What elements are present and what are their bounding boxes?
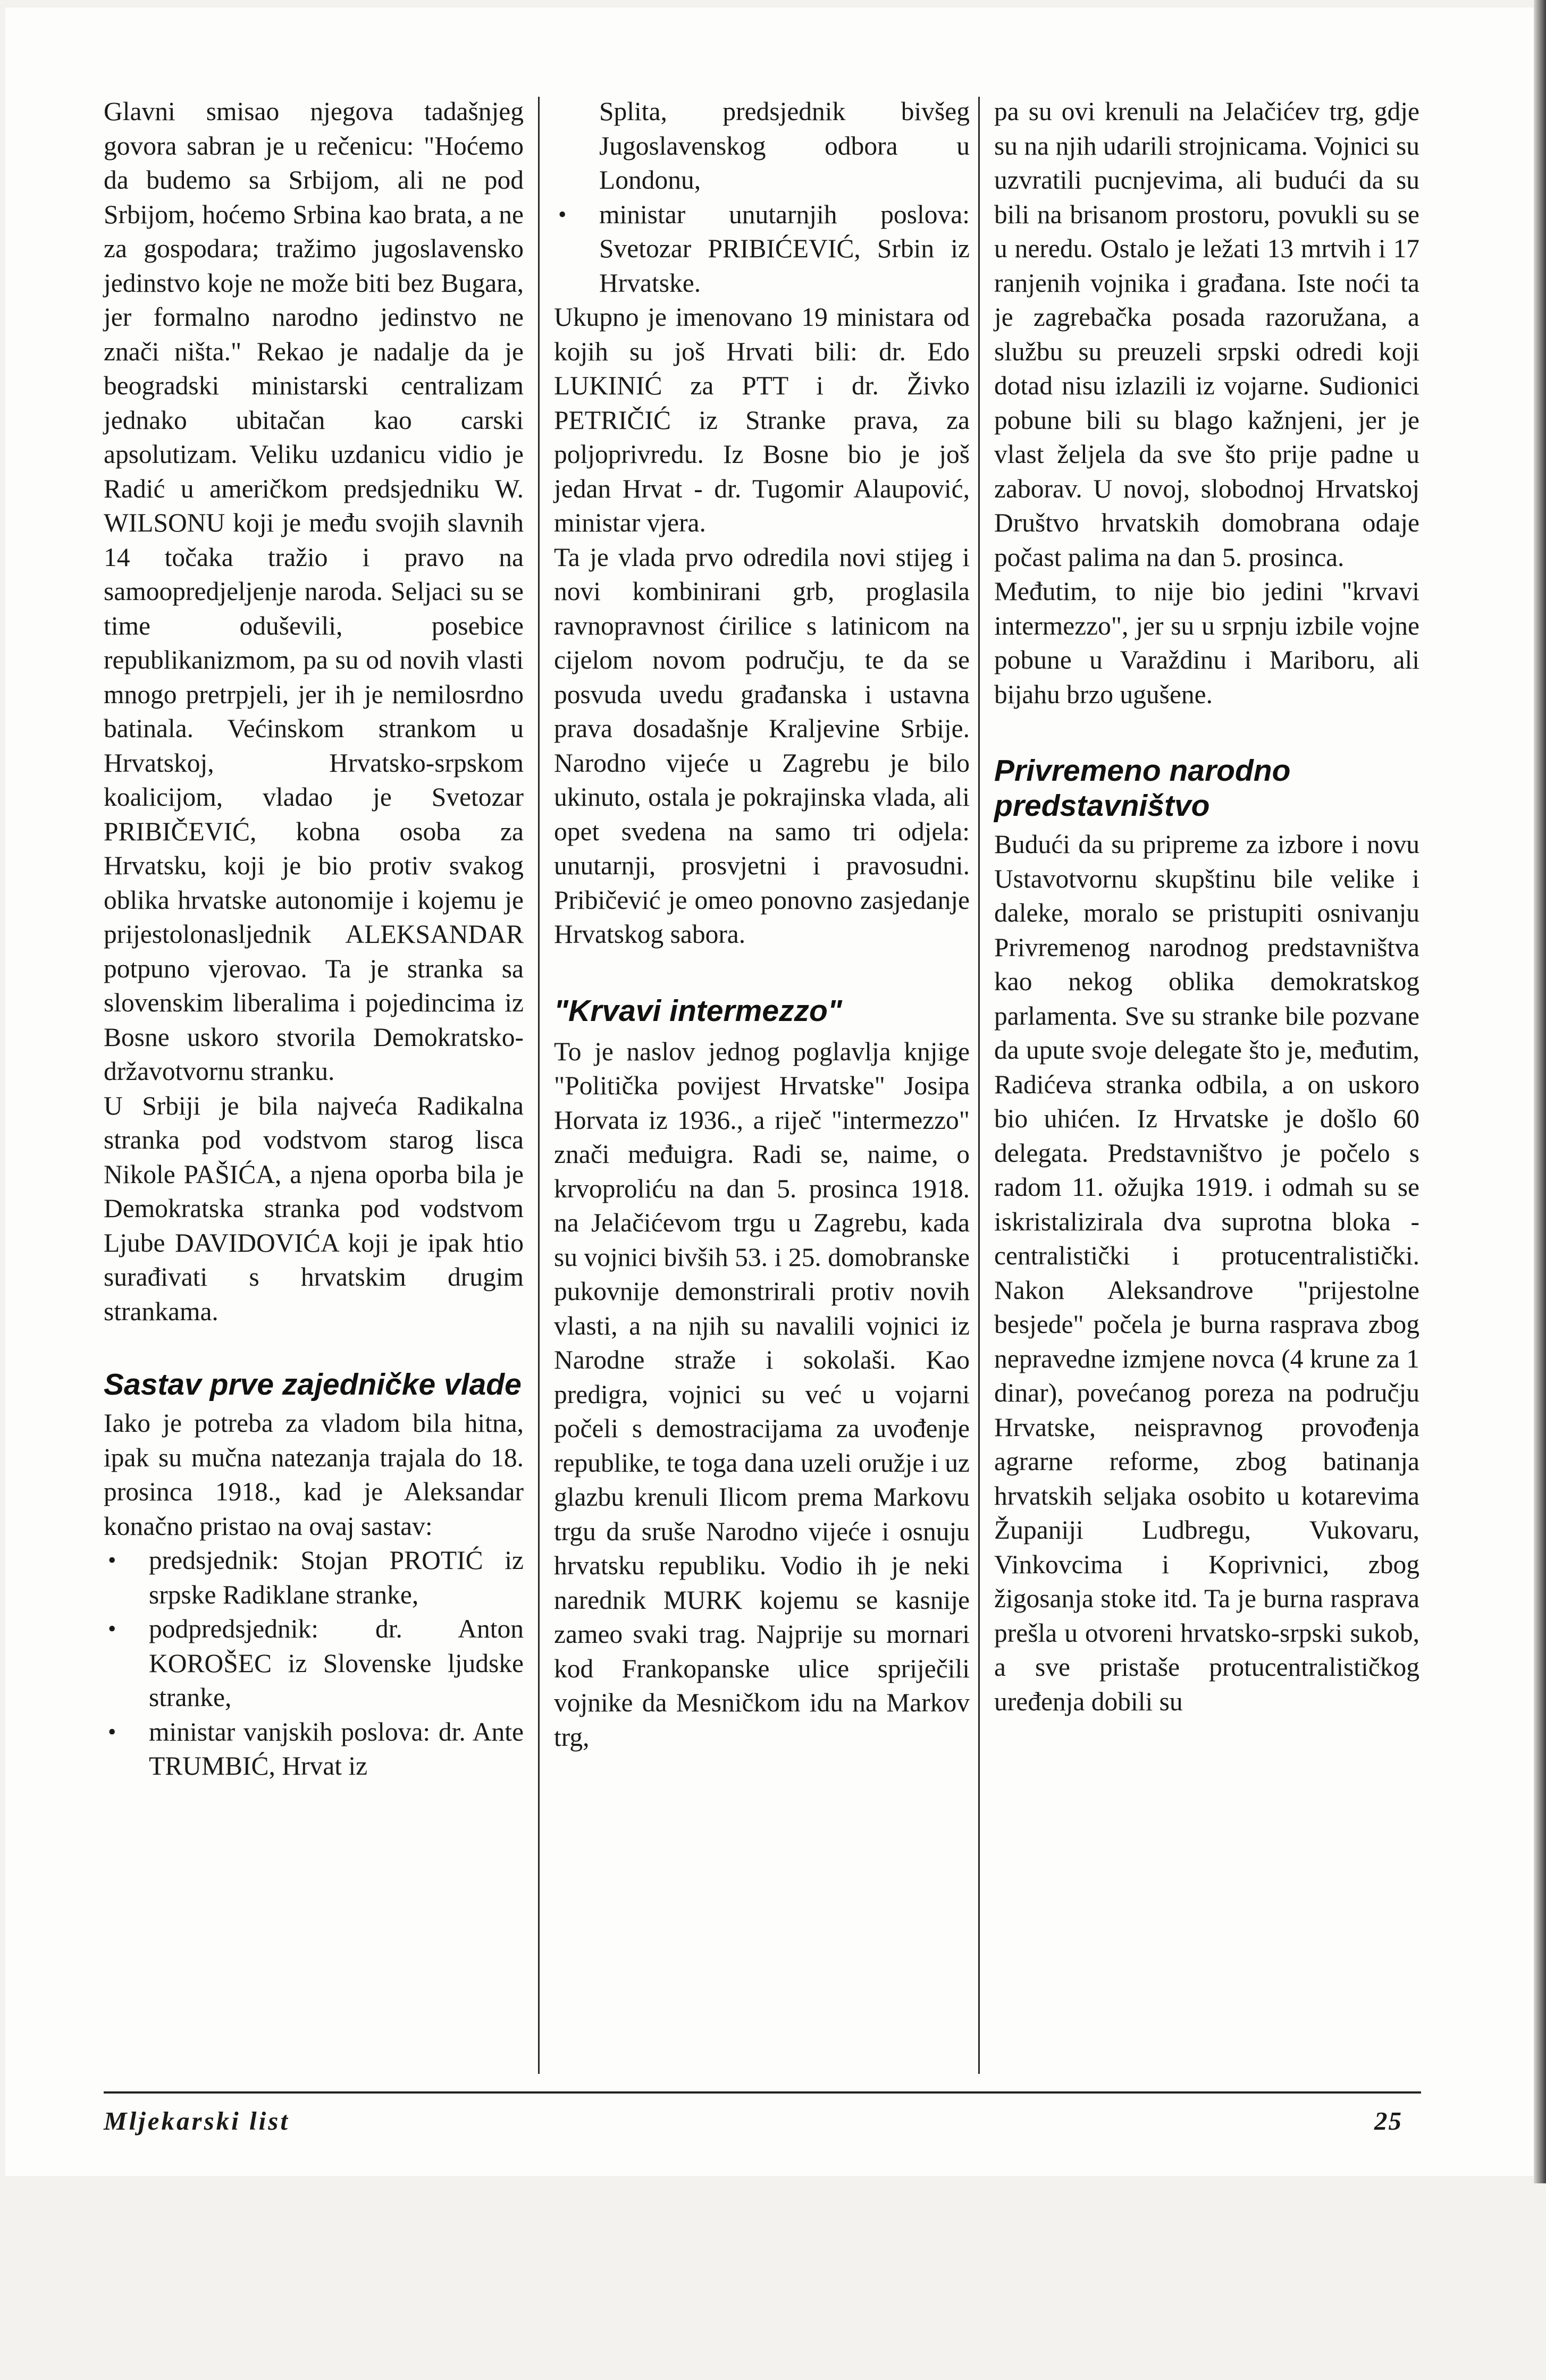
minister-list bbox=[554, 198, 970, 301]
paragraph: Splita, predsjednik bivšeg Jugoslavenskog odbora u Londonu, bbox=[599, 97, 970, 195]
minister-list bbox=[104, 1543, 524, 1784]
footer-rule bbox=[104, 2091, 1421, 2094]
footer-publication-title: Mljekarski list bbox=[104, 2106, 290, 2136]
list-item: • ministar unutarnjih poslova: Svetozar PRIBIĆEVIĆ, Srbin iz Hrvatske. bbox=[554, 198, 970, 301]
list-item: • podpredsjednik: dr. Anton KOROŠEC iz Slovenske ljudske stranke, bbox=[104, 1612, 524, 1715]
column-1 bbox=[104, 95, 524, 2380]
list-item: • ministar vanjskih poslova: dr. Ante TRUMBIĆ, Hrvat iz bbox=[104, 1715, 524, 1784]
paragraph: Ta je vlada prvo odredila novi stijeg i novi kombinirani grb, proglasila ravnopravnost ćirilice s latinicom na cijelom novom području, te da se posvuda uvedu građanska i ustavna prava dosadašnje Kraljevine Srbije. Narodno vijeće u Zagrebu je bilo ukinuto, ostala je pokrajinska vlada, ali opet svedena na samo tri odjela: unutarnji, prosvjetni i pravosudni. Pribičević je omeo ponovno zasjedanje Hrvatskog sabora. bbox=[554, 542, 970, 949]
paragraph: To je naslov jednog poglavlja knjige "Politička povijest Hrvatske" Josipa Horvata iz 1936., a riječ "intermezzo" znači međuigra. Radi se, naime, o krvoproliću na dan 5. prosinca 1918. na Jelačićevom trgu u Zagrebu, kada su vojnici bivših 53. i 25. domobranske pukovnije demonstrirali protiv novih vlasti, a na njih su navalili vojnici iz Narodne straže i sokolaši. Kao predigra, vojnici su već u vojarni počeli s demostracijama za uvođenje republike, te toga dana uzeli oružje i uz glazbu krenuli Ilicom prema Markovu trgu da sruše Narodno vijeće i osnuju hrvatsku republiku. Vodio ih je neki narednik MURK kojemu se kasnije zameo svaki trag. Najprije su mornari kod Frankopanske ulice spriječili vojnike da Mesničkom idu na Markov trg, bbox=[554, 1036, 970, 1752]
paragraph: Međutim, to nije bio jedini "krvavi intermezzo", jer su u srpnju izbile vojne pobune u Varaždinu i Mariboru, ali bijahu brzo ugušene. bbox=[994, 577, 1419, 709]
column-3 bbox=[994, 95, 1419, 2380]
column-divider bbox=[538, 97, 540, 2074]
list-item: • predsjednik: Stojan PROTIĆ iz srpske Radiklane stranke, bbox=[104, 1543, 524, 1612]
section-heading: Privremeno narodno predstavništvo bbox=[994, 754, 1291, 823]
scan-edge bbox=[1534, 0, 1546, 2183]
paragraph: Glavni smisao njegova tadašnjeg govora sabran je u rečenicu: "Hoćemo da budemo sa Srbijom, ali ne pod Srbijom, hoćemo Srbina kao brata, a ne za gospodara; tražimo jugoslavensko jedinstvo koje ne može biti bez Bugara, jer formalno narodno jedinstvo ne znači ništa." Rekao je nadalje da je beogradski ministarski centralizam jednako ubitačan kao carski apsolutizam. Veliku uzdanicu vidio je Radić u američkom predsjedniku W. WILSONU koji je među svojih slavnih 14 točaka tražio i pravo na samoopredjeljenje naroda. Seljaci su se time oduševili, posebice republikanizmom, pa su od novih vlasti mnogo pretrpjeli, jer ih je nemilosrdno batinala. Većinskom strankom u Hrvatskoj, Hrvatsko-srpskom koalicijom, vladao je Svetozar PRIBIČEVIĆ, kobna osoba za Hrvatsku, koji je bio protiv svakog oblika hrvatske autonomije i kojemu je prijestolonasljednik ALEKSANDAR potpuno vjerovao. Ta je stranka sa slovenskim liberalima i pojedincima iz Bosne uskoro stvorila Demokratsko-državotvornu stranku. bbox=[104, 97, 524, 1086]
column-2 bbox=[554, 95, 970, 2380]
paragraph: Iako je potreba za vladom bila hitna, ipak su mučna natezanja trajala do 18. prosinca 1918., kad je Aleksandar konačno pristao na ovaj sastav: bbox=[104, 1408, 524, 1541]
page-number: 25 bbox=[1374, 2106, 1402, 2136]
paragraph: pa su ovi krenuli na Jelačićev trg, gdje su na njih udarili strojnicama. Vojnici su uzvratili pucnjevima, ali budući da su bili na brisanom prostoru, povukli su se u neredu. Ostalo je ležati 13 mrtvih i 17 ranjenih vojnika i građana. Iste noći ta je zagrebačka posada razoružana, a službu su preuzeli srpski odredi koji dotad nisu izlazili iz vojarne. Sudionici pobune bili su blago kažnjeni, jer je vlast željela da sve što prije padne u zaborav. U novoj, slobodnoj Hrvatskoj Društvo hrvatskih domobrana odaje počast palima na dan 5. prosinca. bbox=[994, 97, 1419, 572]
column-divider bbox=[978, 97, 980, 2074]
section-heading: "Krvavi intermezzo" bbox=[554, 993, 842, 1028]
paragraph: Budući da su pripreme za izbore i novu Ustavotvornu skupštinu bile velike i daleke, moralo se pristupiti osnivanju Privremenog narodnog predstavništva kao nekog oblika demokratskog parlamenta. Sve su stranke bile pozvane da upute svoje delegate što je, međutim, Radićeva stranka odbila, a on uskoro bio uhićen. Iz Hrvatske je došlo 60 delegata. Predstavništvo je počelo s radom 11. ožujka 1919. i odmah su se iskristalizirala dva suprotna bloka - centralistički i protucentralistički. Nakon Aleksandrove "prijestolne besjede" počela je burna rasprava zbog nepravedne izmjene novca (4 krune za 1 dinar), povećanog poreza na području Hrvatske, neispravnog provođenja agrarne reforme, zbog batinanja hrvatskih seljaka osobito u kotarevima Županiji Ludbregu, Vukovaru, Vinkovcima i Koprivnici, zbog žigosanja stoke itd. Ta je burna rasprava prešla u otvoreni hrvatsko-srpski sukob, a sve pristaše protucentralističkog uređenja dobili su bbox=[994, 830, 1419, 1716]
paragraph: U Srbiji je bila najveća Radikalna stranka pod vodstvom starog lisca Nikole PAŠIĆA, a njena oporba bila je Demokratska stranka pod vodstvom Ljube DAVIDOVIĆA koji je ipak htio surađivati s hrvatskim drugim strankama. bbox=[104, 1091, 524, 1326]
paragraph: Ukupno je imenovano 19 ministara od kojih su još Hrvati bili: dr. Edo LUKINIĆ za PTT i dr. Živko PETRIČIĆ iz Stranke prava, za poljoprivredu. Iz Bosne bio je još jedan Hrvat - dr. Tugomir Alaupović, ministar vjera. bbox=[554, 302, 970, 537]
section-heading: Sastav prve zajedničke vlade bbox=[104, 1368, 522, 1402]
